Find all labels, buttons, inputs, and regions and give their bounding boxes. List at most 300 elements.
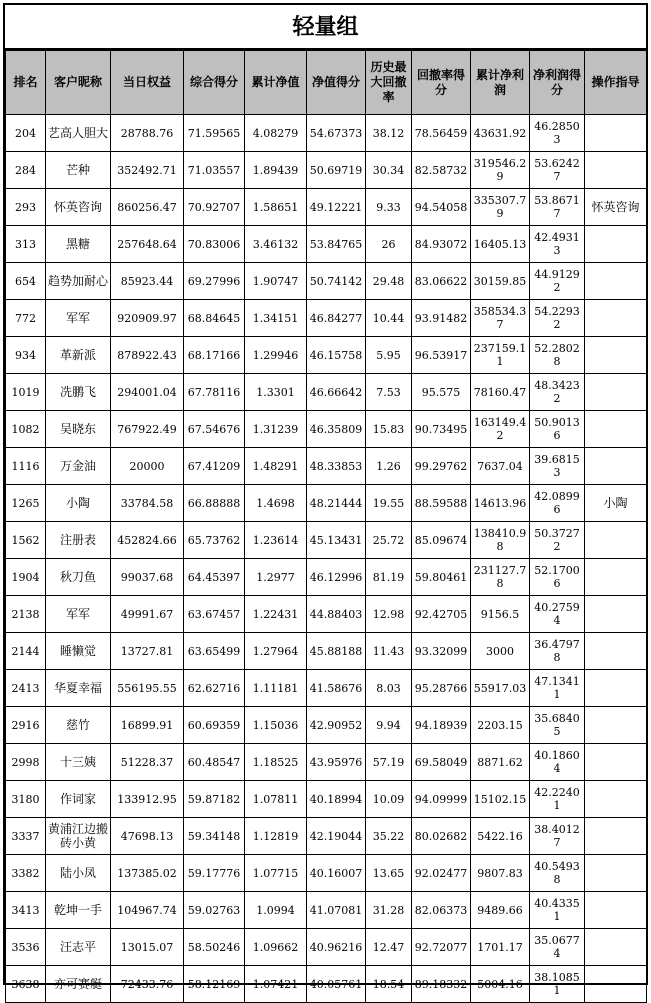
cell-operation-guide: [585, 374, 647, 411]
cell-composite-score: 59.02763: [184, 892, 245, 929]
cell-daily-equity: 16899.91: [111, 707, 184, 744]
cell-operation-guide: [585, 818, 647, 855]
cell-net-profit-score: 38.40127: [530, 818, 585, 855]
cell-operation-guide: [585, 892, 647, 929]
cell-operation-guide: 怀英咨询: [585, 189, 647, 226]
cell-net-profit-score: 40.43351: [530, 892, 585, 929]
cell-cumulative-net-profit: 9807.83: [471, 855, 530, 892]
cell-composite-score: 67.41209: [184, 448, 245, 485]
cell-nav-score: 48.21444: [307, 485, 366, 522]
cell-nav-score: 40.16007: [307, 855, 366, 892]
cell-nav-score: 46.66642: [307, 374, 366, 411]
cell-drawdown-score: 82.06373: [412, 892, 471, 929]
cell-drawdown-score: 93.32099: [412, 633, 471, 670]
cell-cumulative-net-profit: 15102.15: [471, 781, 530, 818]
cell-drawdown-score: 69.58049: [412, 744, 471, 781]
cell-composite-score: 59.17776: [184, 855, 245, 892]
header-composite-score: 综合得分: [184, 51, 245, 115]
cell-daily-equity: 257648.64: [111, 226, 184, 263]
cell-rank: 1562: [6, 522, 46, 559]
cell-rank: 1082: [6, 411, 46, 448]
cell-cumulative-net-profit: 16405.13: [471, 226, 530, 263]
cell-rank: 1116: [6, 448, 46, 485]
cell-operation-guide: [585, 559, 647, 596]
table-body: [6, 115, 647, 1003]
cell-net-profit-score: 35.06774: [530, 929, 585, 966]
cell-cumulative-net-profit: 138410.98: [471, 522, 530, 559]
cell-nickname: 亦可赛艇: [46, 966, 111, 1003]
cell-cumulative-net-profit: 43631.92: [471, 115, 530, 152]
cell-rank: 2916: [6, 707, 46, 744]
cell-cumulative-net-profit: 5004.16: [471, 966, 530, 1003]
cell-net-profit-score: 44.91292: [530, 263, 585, 300]
cell-max-drawdown: 13.65: [366, 855, 412, 892]
table-row: [6, 707, 647, 744]
cell-net-profit-score: 42.08996: [530, 485, 585, 522]
header-cumulative-nav: 累计净值: [245, 51, 307, 115]
cell-nickname: 吴晓东: [46, 411, 111, 448]
cell-net-profit-score: 50.37272: [530, 522, 585, 559]
cell-operation-guide: 小陶: [585, 485, 647, 522]
cell-drawdown-score: 94.54058: [412, 189, 471, 226]
cell-nav-score: 50.69719: [307, 152, 366, 189]
cell-operation-guide: [585, 707, 647, 744]
cell-daily-equity: 28788.76: [111, 115, 184, 152]
cell-cumulative-nav: 1.2977: [245, 559, 307, 596]
cell-rank: 654: [6, 263, 46, 300]
cell-max-drawdown: 8.03: [366, 670, 412, 707]
cell-nickname: 艺高人胆大: [46, 115, 111, 152]
cell-cumulative-nav: 1.12819: [245, 818, 307, 855]
cell-drawdown-score: 83.06622: [412, 263, 471, 300]
cell-daily-equity: 133912.95: [111, 781, 184, 818]
cell-drawdown-score: 93.91482: [412, 300, 471, 337]
cell-operation-guide: [585, 929, 647, 966]
cell-nav-score: 46.15758: [307, 337, 366, 374]
cell-daily-equity: 556195.55: [111, 670, 184, 707]
cell-nickname: 冼鹏飞: [46, 374, 111, 411]
cell-cumulative-nav: 1.23614: [245, 522, 307, 559]
cell-drawdown-score: 85.09674: [412, 522, 471, 559]
cell-composite-score: 63.65499: [184, 633, 245, 670]
cell-net-profit-score: 40.18604: [530, 744, 585, 781]
cell-nav-score: 54.67373: [307, 115, 366, 152]
cell-net-profit-score: 35.68405: [530, 707, 585, 744]
cell-nav-score: 44.88403: [307, 596, 366, 633]
cell-rank: 204: [6, 115, 46, 152]
table-row: [6, 670, 647, 707]
cell-max-drawdown: 57.19: [366, 744, 412, 781]
cell-max-drawdown: 35.22: [366, 818, 412, 855]
table-row: [6, 633, 647, 670]
header-max-drawdown: 历史最大回撤率: [366, 51, 412, 115]
cell-net-profit-score: 54.22932: [530, 300, 585, 337]
cell-operation-guide: [585, 781, 647, 818]
header-row: [6, 51, 647, 115]
cell-cumulative-net-profit: 319546.29: [471, 152, 530, 189]
cell-max-drawdown: 15.83: [366, 411, 412, 448]
cell-cumulative-nav: 1.31239: [245, 411, 307, 448]
cell-max-drawdown: 18.54: [366, 966, 412, 1003]
cell-operation-guide: [585, 226, 647, 263]
cell-nickname: 十三姨: [46, 744, 111, 781]
cell-cumulative-nav: 1.0994: [245, 892, 307, 929]
cell-rank: 1019: [6, 374, 46, 411]
cell-daily-equity: 13015.07: [111, 929, 184, 966]
table-row: [6, 966, 647, 1003]
cell-rank: 3180: [6, 781, 46, 818]
cell-operation-guide: [585, 115, 647, 152]
table-row: [6, 189, 647, 226]
cell-cumulative-nav: 1.90747: [245, 263, 307, 300]
table-row: [6, 448, 647, 485]
cell-nav-score: 40.18994: [307, 781, 366, 818]
header-drawdown-score: 回撤率得分: [412, 51, 471, 115]
table-row: [6, 337, 647, 374]
cell-net-profit-score: 50.90136: [530, 411, 585, 448]
table-row: [6, 855, 647, 892]
cell-nav-score: 41.58676: [307, 670, 366, 707]
cell-rank: 3337: [6, 818, 46, 855]
header-nickname: 客户昵称: [46, 51, 111, 115]
cell-operation-guide: [585, 855, 647, 892]
cell-composite-score: 60.48547: [184, 744, 245, 781]
cell-nickname: 黄浦江边搬砖小黄: [46, 818, 111, 855]
cell-max-drawdown: 81.19: [366, 559, 412, 596]
cell-rank: 3638: [6, 966, 46, 1003]
cell-composite-score: 62.62716: [184, 670, 245, 707]
cell-daily-equity: 352492.71: [111, 152, 184, 189]
cell-max-drawdown: 25.72: [366, 522, 412, 559]
cell-cumulative-nav: 4.08279: [245, 115, 307, 152]
cell-nickname: 怀英咨询: [46, 189, 111, 226]
cell-nickname: 注册表: [46, 522, 111, 559]
cell-rank: 2998: [6, 744, 46, 781]
cell-nickname: 黑糖: [46, 226, 111, 263]
cell-daily-equity: 860256.47: [111, 189, 184, 226]
cell-rank: 3382: [6, 855, 46, 892]
cell-nickname: 华夏幸福: [46, 670, 111, 707]
cell-max-drawdown: 31.28: [366, 892, 412, 929]
cell-max-drawdown: 9.33: [366, 189, 412, 226]
cell-daily-equity: 294001.04: [111, 374, 184, 411]
cell-nickname: 万金油: [46, 448, 111, 485]
table-row: [6, 596, 647, 633]
header-cumulative-net-profit: 累计净利润: [471, 51, 530, 115]
cell-cumulative-net-profit: 8871.62: [471, 744, 530, 781]
cell-drawdown-score: 80.02682: [412, 818, 471, 855]
cell-operation-guide: [585, 337, 647, 374]
cell-net-profit-score: 53.86717: [530, 189, 585, 226]
cell-drawdown-score: 95.28766: [412, 670, 471, 707]
cell-operation-guide: [585, 152, 647, 189]
cell-operation-guide: [585, 522, 647, 559]
cell-cumulative-nav: 3.46132: [245, 226, 307, 263]
cell-cumulative-nav: 1.48291: [245, 448, 307, 485]
cell-cumulative-nav: 1.07421: [245, 966, 307, 1003]
cell-nav-score: 53.84765: [307, 226, 366, 263]
cell-drawdown-score: 90.73495: [412, 411, 471, 448]
cell-max-drawdown: 26: [366, 226, 412, 263]
cell-net-profit-score: 40.54938: [530, 855, 585, 892]
table-row: [6, 374, 647, 411]
cell-cumulative-net-profit: 2203.15: [471, 707, 530, 744]
header-operation-guide: 操作指导: [585, 51, 647, 115]
table-row: [6, 781, 647, 818]
header-nav-score: 净值得分: [307, 51, 366, 115]
cell-cumulative-nav: 1.3301: [245, 374, 307, 411]
cell-nav-score: 46.35809: [307, 411, 366, 448]
cell-rank: 1265: [6, 485, 46, 522]
cell-net-profit-score: 40.27594: [530, 596, 585, 633]
cell-cumulative-net-profit: 231127.78: [471, 559, 530, 596]
cell-composite-score: 59.34148: [184, 818, 245, 855]
cell-net-profit-score: 53.62427: [530, 152, 585, 189]
cell-drawdown-score: 92.42705: [412, 596, 471, 633]
cell-operation-guide: [585, 263, 647, 300]
table-row: [6, 411, 647, 448]
cell-nav-score: 46.84277: [307, 300, 366, 337]
cell-max-drawdown: 29.48: [366, 263, 412, 300]
header-rank: 排名: [6, 51, 46, 115]
cell-cumulative-net-profit: 30159.85: [471, 263, 530, 300]
cell-operation-guide: [585, 411, 647, 448]
cell-rank: 293: [6, 189, 46, 226]
cell-composite-score: 66.88888: [184, 485, 245, 522]
cell-cumulative-nav: 1.58651: [245, 189, 307, 226]
cell-nav-score: 40.05761: [307, 966, 366, 1003]
cell-daily-equity: 49991.67: [111, 596, 184, 633]
cell-operation-guide: [585, 300, 647, 337]
cell-net-profit-score: 47.13411: [530, 670, 585, 707]
cell-operation-guide: [585, 596, 647, 633]
cell-composite-score: 64.45397: [184, 559, 245, 596]
cell-operation-guide: [585, 966, 647, 1003]
sheet-title: 轻量组: [5, 5, 646, 50]
cell-cumulative-nav: 1.09662: [245, 929, 307, 966]
cell-drawdown-score: 96.53917: [412, 337, 471, 374]
table-row: [6, 300, 647, 337]
cell-drawdown-score: 78.56459: [412, 115, 471, 152]
cell-cumulative-nav: 1.29946: [245, 337, 307, 374]
cell-nav-score: 43.95976: [307, 744, 366, 781]
ranking-table: [5, 50, 647, 1003]
cell-drawdown-score: 95.575: [412, 374, 471, 411]
table-row: [6, 744, 647, 781]
cell-rank: 3536: [6, 929, 46, 966]
table-row: [6, 263, 647, 300]
cell-daily-equity: 104967.74: [111, 892, 184, 929]
cell-operation-guide: [585, 670, 647, 707]
cell-daily-equity: 33784.58: [111, 485, 184, 522]
cell-nav-score: 50.74142: [307, 263, 366, 300]
cell-nav-score: 45.13431: [307, 522, 366, 559]
header-daily-equity: 当日权益: [111, 51, 184, 115]
cell-cumulative-net-profit: 1701.17: [471, 929, 530, 966]
cell-nickname: 慈竹: [46, 707, 111, 744]
cell-max-drawdown: 10.09: [366, 781, 412, 818]
cell-max-drawdown: 12.47: [366, 929, 412, 966]
cell-max-drawdown: 1.26: [366, 448, 412, 485]
cell-cumulative-net-profit: 14613.96: [471, 485, 530, 522]
cell-nickname: 汪志平: [46, 929, 111, 966]
cell-rank: 2138: [6, 596, 46, 633]
cell-cumulative-net-profit: 7637.04: [471, 448, 530, 485]
cell-net-profit-score: 52.28028: [530, 337, 585, 374]
cell-max-drawdown: 11.43: [366, 633, 412, 670]
cell-drawdown-score: 59.80461: [412, 559, 471, 596]
cell-composite-score: 69.27996: [184, 263, 245, 300]
cell-nickname: 睡懒觉: [46, 633, 111, 670]
cell-cumulative-net-profit: 358534.37: [471, 300, 530, 337]
spreadsheet: [3, 3, 648, 997]
cell-net-profit-score: 38.10851: [530, 966, 585, 1003]
cell-daily-equity: 452824.66: [111, 522, 184, 559]
cell-nav-score: 41.07081: [307, 892, 366, 929]
table-row: [6, 892, 647, 929]
cell-drawdown-score: 88.59588: [412, 485, 471, 522]
cell-composite-score: 68.17166: [184, 337, 245, 374]
table-row: [6, 226, 647, 263]
cell-cumulative-nav: 1.11181: [245, 670, 307, 707]
cell-cumulative-nav: 1.15036: [245, 707, 307, 744]
cell-max-drawdown: 38.12: [366, 115, 412, 152]
cell-nav-score: 42.19044: [307, 818, 366, 855]
cell-nav-score: 48.33853: [307, 448, 366, 485]
cell-composite-score: 63.67457: [184, 596, 245, 633]
table-row: [6, 485, 647, 522]
cell-composite-score: 60.69359: [184, 707, 245, 744]
cell-operation-guide: [585, 633, 647, 670]
cell-nickname: 革新派: [46, 337, 111, 374]
cell-nickname: 陆小凤: [46, 855, 111, 892]
cell-cumulative-nav: 1.07715: [245, 855, 307, 892]
cell-composite-score: 67.54676: [184, 411, 245, 448]
cell-rank: 1904: [6, 559, 46, 596]
cell-daily-equity: 920909.97: [111, 300, 184, 337]
cell-max-drawdown: 10.44: [366, 300, 412, 337]
cell-nav-score: 45.88188: [307, 633, 366, 670]
cell-cumulative-nav: 1.18525: [245, 744, 307, 781]
cell-drawdown-score: 94.18939: [412, 707, 471, 744]
cell-composite-score: 70.83006: [184, 226, 245, 263]
cell-net-profit-score: 48.34232: [530, 374, 585, 411]
cell-max-drawdown: 12.98: [366, 596, 412, 633]
cell-cumulative-net-profit: 237159.11: [471, 337, 530, 374]
cell-nav-score: 46.12996: [307, 559, 366, 596]
cell-operation-guide: [585, 744, 647, 781]
cell-nickname: 军军: [46, 300, 111, 337]
cell-daily-equity: 137385.02: [111, 855, 184, 892]
cell-drawdown-score: 82.58732: [412, 152, 471, 189]
cell-net-profit-score: 39.68153: [530, 448, 585, 485]
cell-max-drawdown: 19.55: [366, 485, 412, 522]
table-row: [6, 522, 647, 559]
table-row: [6, 115, 647, 152]
cell-composite-score: 59.87182: [184, 781, 245, 818]
cell-nickname: 军军: [46, 596, 111, 633]
cell-cumulative-net-profit: 3000: [471, 633, 530, 670]
cell-cumulative-net-profit: 9156.5: [471, 596, 530, 633]
cell-composite-score: 58.50246: [184, 929, 245, 966]
cell-daily-equity: 47698.13: [111, 818, 184, 855]
cell-composite-score: 68.84645: [184, 300, 245, 337]
cell-nickname: 小陶: [46, 485, 111, 522]
cell-max-drawdown: 5.95: [366, 337, 412, 374]
table-row: [6, 152, 647, 189]
cell-daily-equity: 72433.76: [111, 966, 184, 1003]
cell-drawdown-score: 92.02477: [412, 855, 471, 892]
cell-daily-equity: 85923.44: [111, 263, 184, 300]
cell-daily-equity: 20000: [111, 448, 184, 485]
cell-daily-equity: 13727.81: [111, 633, 184, 670]
cell-rank: 284: [6, 152, 46, 189]
header-net-profit-score: 净利润得分: [530, 51, 585, 115]
cell-composite-score: 71.59565: [184, 115, 245, 152]
cell-cumulative-net-profit: 9489.66: [471, 892, 530, 929]
cell-drawdown-score: 89.18332: [412, 966, 471, 1003]
cell-composite-score: 65.73762: [184, 522, 245, 559]
cell-rank: 934: [6, 337, 46, 374]
cell-drawdown-score: 94.09999: [412, 781, 471, 818]
cell-cumulative-nav: 1.27964: [245, 633, 307, 670]
cell-composite-score: 58.12169: [184, 966, 245, 1003]
cell-rank: 2144: [6, 633, 46, 670]
table-header: [6, 51, 647, 115]
cell-drawdown-score: 99.29762: [412, 448, 471, 485]
cell-cumulative-nav: 1.22431: [245, 596, 307, 633]
cell-daily-equity: 51228.37: [111, 744, 184, 781]
cell-nav-score: 49.12221: [307, 189, 366, 226]
cell-max-drawdown: 7.53: [366, 374, 412, 411]
cell-cumulative-net-profit: 163149.42: [471, 411, 530, 448]
cell-drawdown-score: 84.93072: [412, 226, 471, 263]
cell-net-profit-score: 36.47978: [530, 633, 585, 670]
cell-max-drawdown: 9.94: [366, 707, 412, 744]
cell-rank: 2413: [6, 670, 46, 707]
cell-rank: 772: [6, 300, 46, 337]
cell-cumulative-net-profit: 335307.79: [471, 189, 530, 226]
cell-net-profit-score: 42.49313: [530, 226, 585, 263]
cell-cumulative-net-profit: 5422.16: [471, 818, 530, 855]
cell-net-profit-score: 42.22401: [530, 781, 585, 818]
cell-net-profit-score: 52.17006: [530, 559, 585, 596]
cell-drawdown-score: 92.72077: [412, 929, 471, 966]
cell-cumulative-nav: 1.07811: [245, 781, 307, 818]
cell-nickname: 芒种: [46, 152, 111, 189]
cell-composite-score: 71.03557: [184, 152, 245, 189]
cell-operation-guide: [585, 448, 647, 485]
cell-cumulative-nav: 1.89439: [245, 152, 307, 189]
cell-composite-score: 70.92707: [184, 189, 245, 226]
cell-net-profit-score: 46.28503: [530, 115, 585, 152]
table-row: [6, 559, 647, 596]
cell-daily-equity: 767922.49: [111, 411, 184, 448]
cell-cumulative-nav: 1.34151: [245, 300, 307, 337]
cell-nickname: 趋势加耐心: [46, 263, 111, 300]
table-row: [6, 929, 647, 966]
cell-max-drawdown: 30.34: [366, 152, 412, 189]
cell-rank: 313: [6, 226, 46, 263]
cell-cumulative-net-profit: 78160.47: [471, 374, 530, 411]
cell-nickname: 秋刀鱼: [46, 559, 111, 596]
cell-daily-equity: 878922.43: [111, 337, 184, 374]
cell-composite-score: 67.78116: [184, 374, 245, 411]
cell-cumulative-nav: 1.4698: [245, 485, 307, 522]
table-row: [6, 818, 647, 855]
cell-daily-equity: 99037.68: [111, 559, 184, 596]
cell-nickname: 作词家: [46, 781, 111, 818]
